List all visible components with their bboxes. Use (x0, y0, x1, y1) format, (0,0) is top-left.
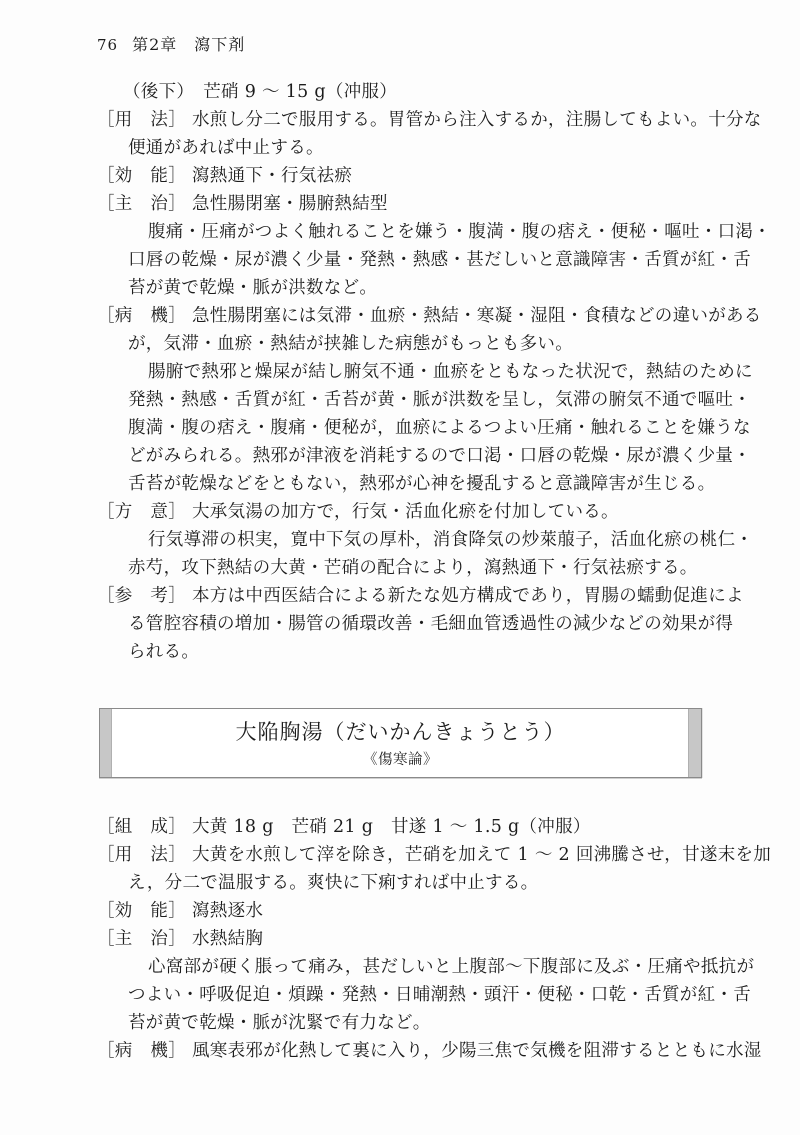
section-label: ［病 機］ (97, 306, 186, 326)
text-line (97, 897, 713, 925)
line-text: る管腔容積の増加・腸管の循環改善・毛細血管透過性の減少などの効果が得 (128, 614, 734, 634)
text-line (97, 106, 762, 134)
section-label: ［方 意］ (97, 502, 186, 522)
line-text: 水熱結胸 (192, 929, 264, 949)
formula-source: 《傷寒論》 (363, 752, 438, 768)
text-line (97, 925, 713, 953)
line-text: 腸腑で熱邪と燥屎が結し腑気不通・血瘀をともなった状況で，熱結のために (148, 362, 753, 382)
formula-heading-box (99, 708, 702, 778)
line-text: 大承気湯の加方で，行気・活血化瘀を付加している。 (192, 502, 619, 522)
line-text: 腹満・腹の痞え・腹痛・便秘が，血瘀によるつよい圧痛・触れることを嫌うな (128, 418, 751, 438)
text-line (97, 246, 751, 274)
line-text: 急性腸閉塞には気滞・血瘀・熱結・寒凝・湿阻・食積などの違いがある (192, 306, 762, 326)
text-line (97, 386, 751, 414)
line-text: 発熱・熱感・舌質が紅・舌苔が黄・脈が洪数を呈し，気滞の腑気不通で嘔吐・ (128, 390, 751, 410)
section-label: ［病 機］ (97, 1041, 186, 1061)
text-line (97, 274, 713, 302)
monograph-body-top (97, 78, 771, 666)
text-line (97, 470, 716, 498)
section-label: ［効 能］ (97, 901, 186, 921)
section-label: ［効 能］ (97, 166, 186, 186)
text-line (97, 638, 713, 666)
text-line (97, 162, 713, 190)
section-label: ［用 法］ (97, 845, 186, 865)
line-text: 心窩部が硬く脹って痛み，甚だしいと上腹部～下腹部に及ぶ・圧痛や抵抗が (148, 957, 755, 977)
text-line (97, 526, 754, 554)
line-text: 舌苔が乾燥などをともない，熱邪が心神を擾乱すると意識障害が生じる。 (128, 474, 716, 494)
line-text: え，分二で温服する。爽快に下痢すれば中止する。 (128, 873, 539, 893)
line-text: 口唇の乾燥・尿が濃く少量・発熱・熱感・甚だしいと意識障害・舌質が紅・舌 (128, 250, 751, 270)
line-text: 腹痛・圧痛がつよく触れることを嫌う・腹満・腹の痞え・便秘・嘔吐・口渇・ (148, 222, 771, 242)
text-line (97, 813, 713, 841)
text-line (97, 554, 713, 582)
line-text: 急性腸閉塞・腸腑熱結型 (192, 194, 388, 214)
line-text: 赤芍，攻下熱結の大黄・芒硝の配合により，瀉熱通下・行気祛瘀する。 (128, 558, 698, 578)
line-text: 瀉熱逐水 (192, 901, 264, 921)
monograph-body-bottom (97, 813, 772, 1065)
line-text: （後下） 芒硝 9 ～ 15 g（冲服） (123, 82, 398, 102)
line-text: 苔が黄で乾燥・脈が洪数など。 (128, 278, 378, 298)
text-line (97, 1037, 762, 1065)
text-line (97, 414, 751, 442)
text-line (97, 218, 771, 246)
line-text: 水煎し分二で服用する。胃管から注入するか，注腸してもよい。十分な (192, 110, 762, 130)
chapter-title: 第2章 瀉下剤 (132, 35, 246, 54)
text-line (97, 1009, 713, 1037)
line-text: 行気導滞の枳実，寛中下気の厚朴，消食降気の炒萊菔子，活血化瘀の桃仁・ (148, 530, 754, 550)
box-left-cap (100, 709, 112, 777)
page-header (97, 32, 245, 55)
text-line (97, 610, 734, 638)
section-label: ［主 治］ (97, 929, 186, 949)
text-line (97, 582, 744, 610)
box-right-cap (688, 709, 701, 777)
text-line (97, 358, 753, 386)
text-line (97, 302, 762, 330)
line-text: 瀉熱通下・行気祛瘀 (192, 166, 353, 186)
line-text: 苔が黄で乾燥・脈が沈緊で有力など。 (128, 1013, 431, 1033)
text-line (97, 869, 713, 897)
text-line (97, 953, 755, 981)
text-line (97, 78, 713, 106)
page-number: 76 (97, 36, 119, 54)
line-text: 風寒表邪が化熱して裏に入り，少陽三焦で気機を阻滞するとともに水湿 (192, 1041, 762, 1061)
text-line (97, 442, 751, 470)
formula-title: 大陥胸湯（だいかんきょうとう） (235, 720, 566, 744)
text-line (97, 134, 713, 162)
section-label: ［用 法］ (97, 110, 186, 130)
line-text: 本方は中西医結合による新たな処方構成であり，胃腸の蠕動促進によ (192, 586, 744, 606)
text-line (97, 190, 713, 218)
section-label: ［組 成］ (97, 817, 186, 837)
section-label: ［参 考］ (97, 586, 186, 606)
line-text: どがみられる。熱邪が津液を消耗するので口渇・口唇の乾燥・尿が濃く少量・ (128, 446, 751, 466)
line-text: られる。 (128, 642, 200, 662)
text-line (97, 841, 772, 869)
line-text: 大黄を水煎して滓を除き，芒硝を加えて 1 ～ 2 回沸騰させ，甘遂末を加 (192, 845, 772, 865)
text-line (97, 330, 713, 358)
text-line (97, 498, 713, 526)
line-text: が，気滞・血瘀・熱結が挟雑した病態がもっとも多い。 (128, 334, 573, 354)
text-line (97, 981, 751, 1009)
line-text: つよい・呼吸促迫・煩躁・発熱・日晡潮熱・頭汗・便秘・口乾・舌質が紅・舌 (128, 985, 751, 1005)
line-text: 大黄 18 g 芒硝 21 g 甘遂 1 ～ 1.5 g（冲服） (192, 817, 591, 837)
line-text: 便通があれば中止する。 (128, 138, 324, 158)
section-label: ［主 治］ (97, 194, 186, 214)
